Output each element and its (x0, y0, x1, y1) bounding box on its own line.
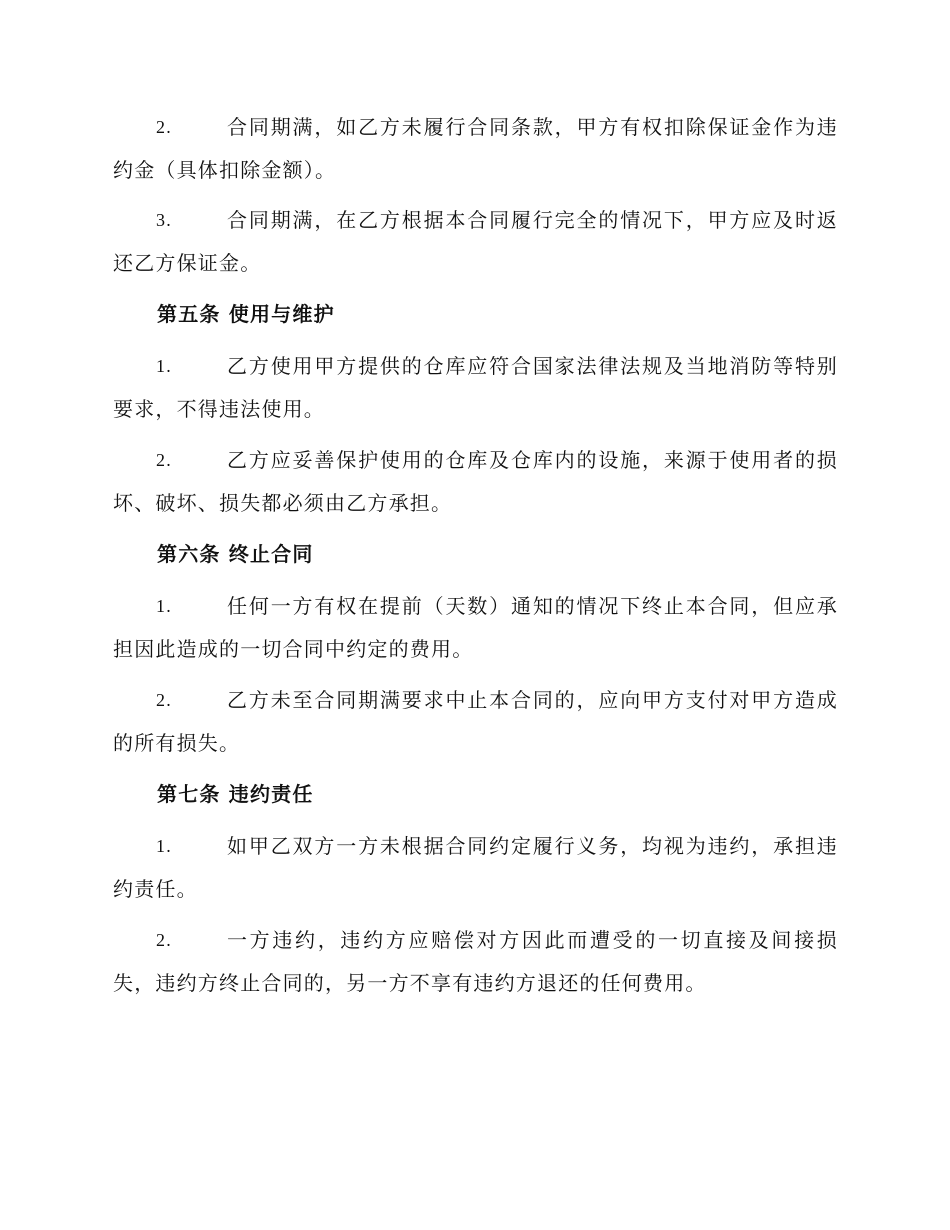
item-number: 1. (156, 356, 172, 376)
item-text: 如甲乙双方一方未根据合同约定履行义务，均视为违约，承担违约责任。 (113, 834, 838, 901)
list-item (113, 199, 838, 285)
item-text: 一方违约，违约方应赔偿对方因此而遭受的一切直接及间接损失，违约方终止合同的，另一方不享有违约方退还的任何费用。 (113, 928, 838, 995)
item-number: 1. (156, 836, 172, 856)
list-item (113, 585, 838, 671)
list-item (113, 825, 838, 911)
list-item (113, 345, 838, 431)
item-number: 2. (156, 117, 172, 137)
item-text: 合同期满，在乙方根据本合同履行完全的情况下，甲方应及时返还乙方保证金。 (113, 208, 838, 275)
item-number: 1. (156, 596, 172, 616)
item-text: 乙方使用甲方提供的仓库应符合国家法律法规及当地消防等特别要求，不得违法使用。 (113, 354, 838, 421)
item-text: 乙方未至合同期满要求中止本合同的，应向甲方支付对甲方造成的所有损失。 (113, 688, 838, 755)
item-number: 2. (156, 930, 172, 950)
list-item (113, 679, 838, 765)
item-text: 任何一方有权在提前（天数）通知的情况下终止本合同，但应承担因此造成的一切合同中约定的费用。 (113, 594, 838, 661)
list-item (113, 106, 838, 192)
item-number: 2. (156, 450, 172, 470)
item-number: 2. (156, 690, 172, 710)
item-number: 3. (156, 210, 172, 230)
section-heading: 第五条 使用与维护 (157, 302, 335, 326)
section-heading: 第七条 违约责任 (157, 782, 314, 806)
list-item (113, 439, 838, 525)
item-text: 乙方应妥善保护使用的仓库及仓库内的设施，来源于使用者的损坏、破坏、损失都必须由乙方承担。 (113, 448, 838, 515)
list-item (113, 919, 838, 1005)
item-text: 合同期满，如乙方未履行合同条款，甲方有权扣除保证金作为违约金（具体扣除金额）。 (113, 115, 838, 182)
section-heading: 第六条 终止合同 (157, 542, 314, 566)
